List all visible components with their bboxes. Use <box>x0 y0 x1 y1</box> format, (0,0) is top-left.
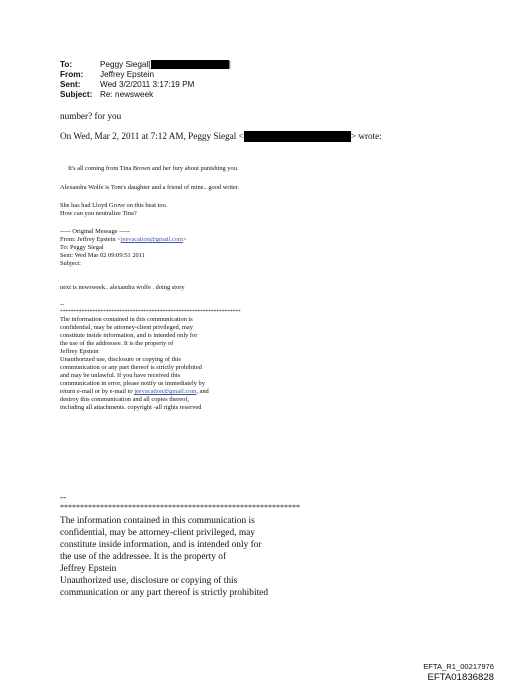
email-link[interactable]: jeevacation@gmail.com <box>120 236 183 243</box>
quote-intro <box>60 131 382 143</box>
disclaimer-line: constitute inside information, and is intended only for <box>60 332 198 339</box>
footer-id-large: EFTA01836828 <box>427 672 494 683</box>
disclaimer-line: Unauthorized use, disclosure or copying of this <box>60 576 238 586</box>
original-body: next is newsweek.. alexandra wolfe . doing story <box>60 284 185 291</box>
disclaimer-line: and may be unlawful. If you have received this <box>60 372 181 379</box>
disclaimer-line: confidential, may be attorney-client privileged, may <box>60 528 255 538</box>
quoted-line-3: She has had Lloyd Grove on this beat too. <box>60 202 168 209</box>
original-message <box>60 228 187 268</box>
original-to: To: Peggy Siegal <box>60 244 104 251</box>
quote-intro-suffix: > wrote: <box>350 131 382 141</box>
original-heading: ----- Original Message ----- <box>60 228 130 235</box>
disclaimer-large <box>60 492 300 599</box>
sent-value: Wed 3/2/2011 3:17:19 PM <box>100 80 195 89</box>
from-label: From: <box>60 70 84 79</box>
original-from: From: Jeffrey Epstein <jeevacation@gmail.com> <box>60 236 187 243</box>
from-value: Jeffrey Epstein <box>100 70 155 79</box>
original-subject: Subject: <box>60 260 81 267</box>
quoted-line-2: Alexandra Wolfe is Tom's daughter and a friend of mine.. good writer. <box>60 184 240 191</box>
to-tail: ] <box>228 60 231 69</box>
dash-separator: -- <box>60 301 65 308</box>
disclaimer-line: constitute inside information, and is intended only for <box>60 540 262 550</box>
subject-row <box>60 90 231 100</box>
quote-intro-prefix: On Wed, Mar 2, 2011 at 7:12 AM, Peggy Siegal < <box>60 131 244 141</box>
disclaimer-line: including all attachments. copyright -all rights reserved <box>60 404 202 411</box>
redaction-bar <box>151 60 229 69</box>
disclaimer-small <box>60 301 241 412</box>
email-header <box>60 60 231 100</box>
star-separator: ******************************************************************* <box>60 309 241 315</box>
subject-label: Subject: <box>60 90 93 99</box>
email-link[interactable]: jeevacation@gmail.com <box>134 388 197 395</box>
quoted-line-4: How can you neutralize Tina? <box>60 210 137 217</box>
to-value: Peggy Siegal[ <box>100 60 151 69</box>
disclaimer-line: destroy this communication and all copies thereof, <box>60 396 190 403</box>
footer-id-small: EFTA_R1_00217976 <box>423 662 494 671</box>
disclaimer-line: communication or any part thereof is strictly prohibited <box>60 364 202 371</box>
sent-row <box>60 80 231 90</box>
dash-separator: -- <box>60 493 67 503</box>
disclaimer-line: return e-mail or by e-mail to jeevacation@gmail.com, and <box>60 388 209 395</box>
disclaimer-line: the use of the addressee. It is the property of <box>60 552 227 562</box>
quoted-line-1: It's all coming from Tina Brown and her fury about punishing you. <box>68 165 239 172</box>
disclaimer-line: Unauthorized use, disclosure or copying of this <box>60 356 181 363</box>
subject-value: Re: newsweek <box>100 90 154 99</box>
original-sent: Sent: Wed Mar 02 09:09:51 2011 <box>60 252 145 259</box>
disclaimer-line: communication in error, please notify us immediately by <box>60 380 205 387</box>
disclaimer-line: Jeffrey Epstein <box>60 564 117 574</box>
reply-text: number? for you <box>60 111 122 121</box>
disclaimer-line: confidential, may be attorney-client privileged, may <box>60 324 193 331</box>
redaction-bar <box>244 131 351 142</box>
disclaimer-line: communication or any part thereof is strictly prohibited <box>60 588 269 598</box>
to-label: To: <box>60 60 73 69</box>
to-row <box>60 60 231 70</box>
from-row <box>60 70 231 80</box>
sent-label: Sent: <box>60 80 81 89</box>
disclaimer-line: The information contained in this communication is <box>60 516 255 526</box>
disclaimer-line: The information contained in this communication is <box>60 316 193 323</box>
disclaimer-line: the use of the addressee. It is the property of <box>60 340 174 347</box>
disclaimer-line: Jeffrey Epstein <box>60 348 99 355</box>
star-separator: ************************************************************ <box>60 503 300 512</box>
